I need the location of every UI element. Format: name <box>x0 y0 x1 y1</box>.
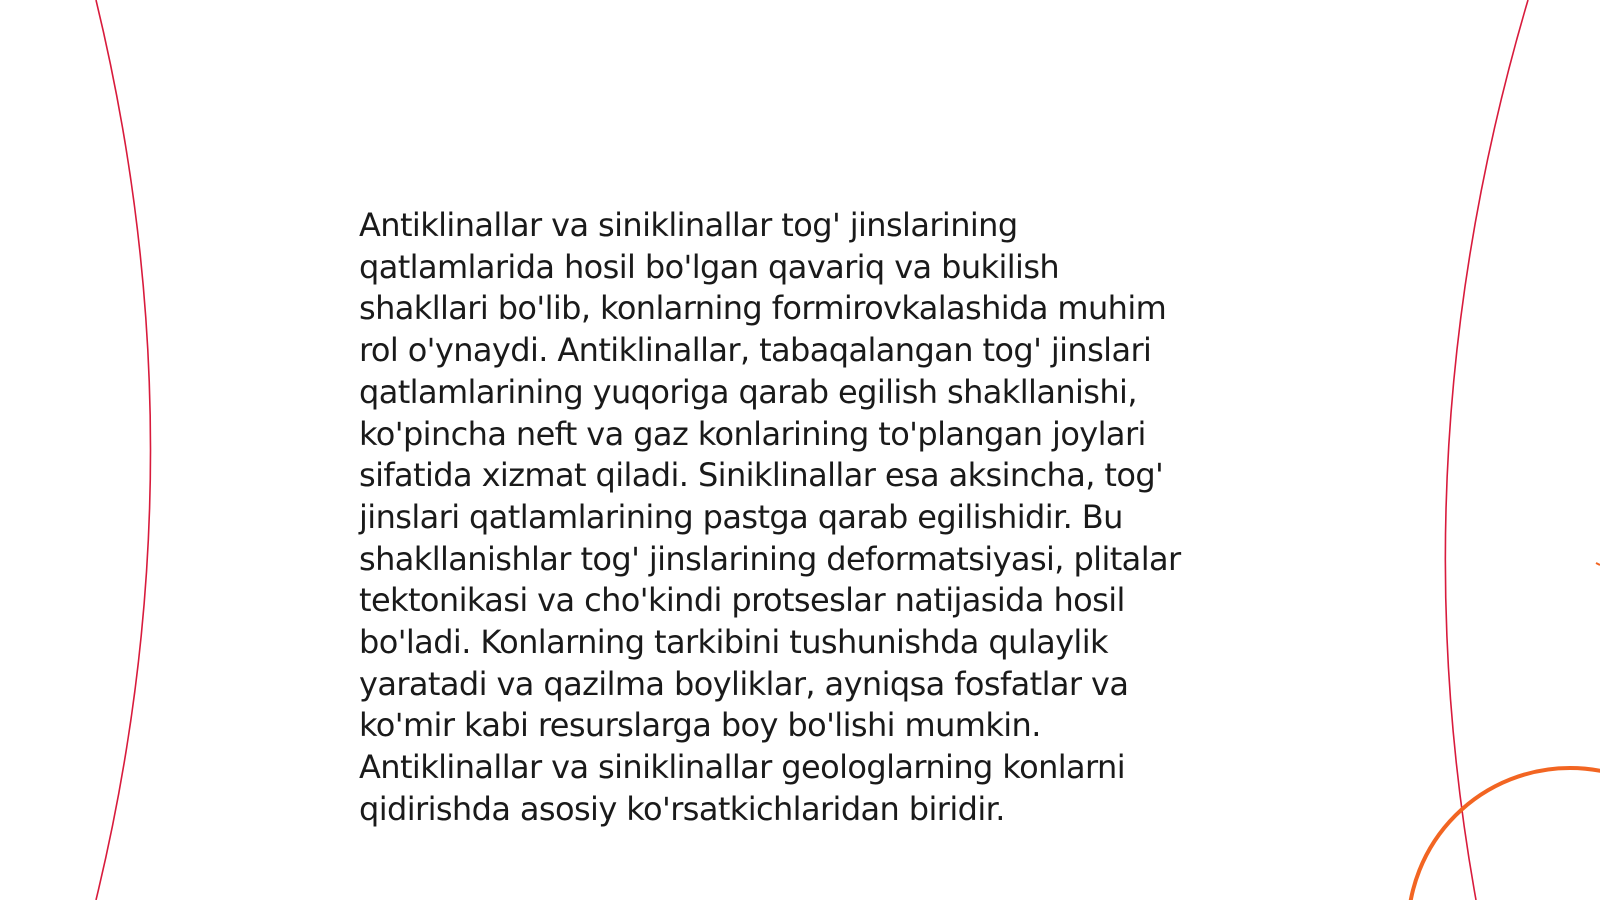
small-orange-tick <box>1596 563 1600 565</box>
orange-accent-arc <box>1408 768 1600 900</box>
body-paragraph: Antiklinallar va siniklinallar tog' jinslarining qatlamlarida hosil bo'lgan qavariq va bukilish shakllari bo'lib, konlarning formirovkalashida muhim rol o'ynaydi. Antiklinallar, tabaqalangan tog' jinslari qatlamlarining yuqoriga qarab egilish shakllanishi, ko'pincha neft va gaz konlarining to'plangan joylari sifatida xizmat qiladi. Siniklinallar esa aksincha, tog' jinslari qatlamlarining pastga qarab egilishidir. Bu shakllanishlar tog' jinslarining deformatsiyasi, plitalar tektonikasi va cho'kindi protseslar natijasida hosil bo'ladi. Konlarning tarkibini tushunishda qulaylik yaratadi va qazilma boyliklar, ayniqsa fosfatlar va ko'mir kabi resurslarga boy bo'lishi mumkin. Antiklinallar va siniklinallar geologlarning konlarni qidirishda asosiy ko'rsatkichlaridan biridir. <box>359 206 1181 828</box>
right-curve-line <box>1445 0 1528 900</box>
left-curve-line <box>96 0 151 900</box>
